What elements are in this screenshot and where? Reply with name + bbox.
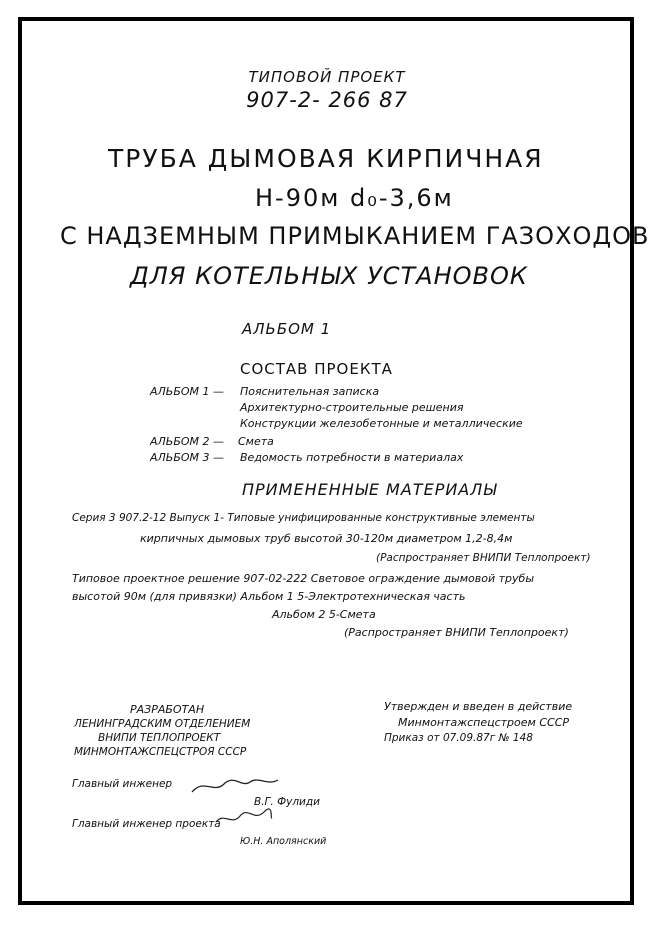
materials-line-5: высотой 90м (для привязки) Альбом 1 5-Электротехническая часть bbox=[72, 590, 466, 603]
signature-name-2: Ю.Н. Аполянский bbox=[240, 836, 327, 847]
title-line-1: ТРУБА ДЫМОВАЯ КИРПИЧНАЯ bbox=[108, 144, 544, 173]
project-code: 907-2- 266 87 bbox=[246, 88, 408, 112]
album-2-line-1: Смета bbox=[238, 435, 274, 448]
signature-scribble-icon bbox=[214, 806, 274, 830]
album-1-line-1: Пояснительная записка bbox=[240, 385, 380, 398]
developer-line-3: МИНМОНТАЖСПЕЦСТРОЯ СССР bbox=[74, 746, 247, 758]
album-3-label: АЛЬБОМ 3 — bbox=[150, 451, 225, 464]
title-line-3: С НАДЗЕМНЫМ ПРИМЫКАНИЕМ ГАЗОХОДОВ bbox=[60, 222, 650, 250]
materials-line-1: Серия 3 907.2-12 Выпуск 1- Типовые унифицированные конструктивные элементы bbox=[72, 512, 535, 524]
album-1-line-2: Архитектурно-строительные решения bbox=[240, 401, 464, 414]
materials-line-7: (Распространяет ВНИПИ Теплопроект) bbox=[344, 626, 569, 639]
album-number: АЛЬБОМ 1 bbox=[242, 320, 332, 338]
signature-scribble-icon bbox=[190, 774, 280, 798]
materials-line-6: Альбом 2 5-Смета bbox=[272, 608, 376, 621]
approval-line-2: Минмонтажспецстроем СССР bbox=[398, 716, 570, 729]
materials-heading: ПРИМЕНЕННЫЕ МАТЕРИАЛЫ bbox=[242, 480, 498, 499]
materials-line-4: Типовое проектное решение 907-02-222 Световое ограждение дымовой трубы bbox=[72, 572, 534, 585]
materials-line-2: кирпичных дымовых труб высотой 30-120м диаметром 1,2-8,4м bbox=[140, 532, 513, 545]
approval-line-3: Приказ от 07.09.87г № 148 bbox=[384, 732, 533, 744]
approval-line-1: Утвержден и введен в действие bbox=[384, 700, 573, 713]
project-type: ТИПОВОЙ ПРОЕКТ bbox=[248, 68, 406, 86]
title-line-2: Н-90м d₀-3,6м bbox=[255, 184, 454, 212]
album-2-label: АЛЬБОМ 2 — bbox=[150, 435, 225, 448]
developer-line-2: ВНИПИ ТЕПЛОПРОЕКТ bbox=[98, 732, 221, 744]
materials-line-3: (Распространяет ВНИПИ Теплопроект) bbox=[376, 552, 591, 564]
album-1-label: АЛЬБОМ 1 — bbox=[150, 385, 225, 398]
developer-line-1: ЛЕНИНГРАДСКИМ ОТДЕЛЕНИЕМ bbox=[74, 718, 251, 730]
signature-role-2: Главный инженер проекта bbox=[72, 818, 221, 830]
title-line-4: ДЛЯ КОТЕЛЬНЫХ УСТАНОВОК bbox=[130, 262, 528, 290]
composition-heading: СОСТАВ ПРОЕКТА bbox=[240, 360, 393, 378]
signature-name-1: В.Г. Фулиди bbox=[254, 796, 320, 808]
developer-heading: РАЗРАБОТАН bbox=[130, 703, 205, 716]
album-3-line-1: Ведомость потребности в материалах bbox=[240, 451, 464, 464]
signature-role-1: Главный инженер bbox=[72, 778, 173, 790]
album-1-line-3: Конструкции железобетонные и металлические bbox=[240, 417, 523, 430]
